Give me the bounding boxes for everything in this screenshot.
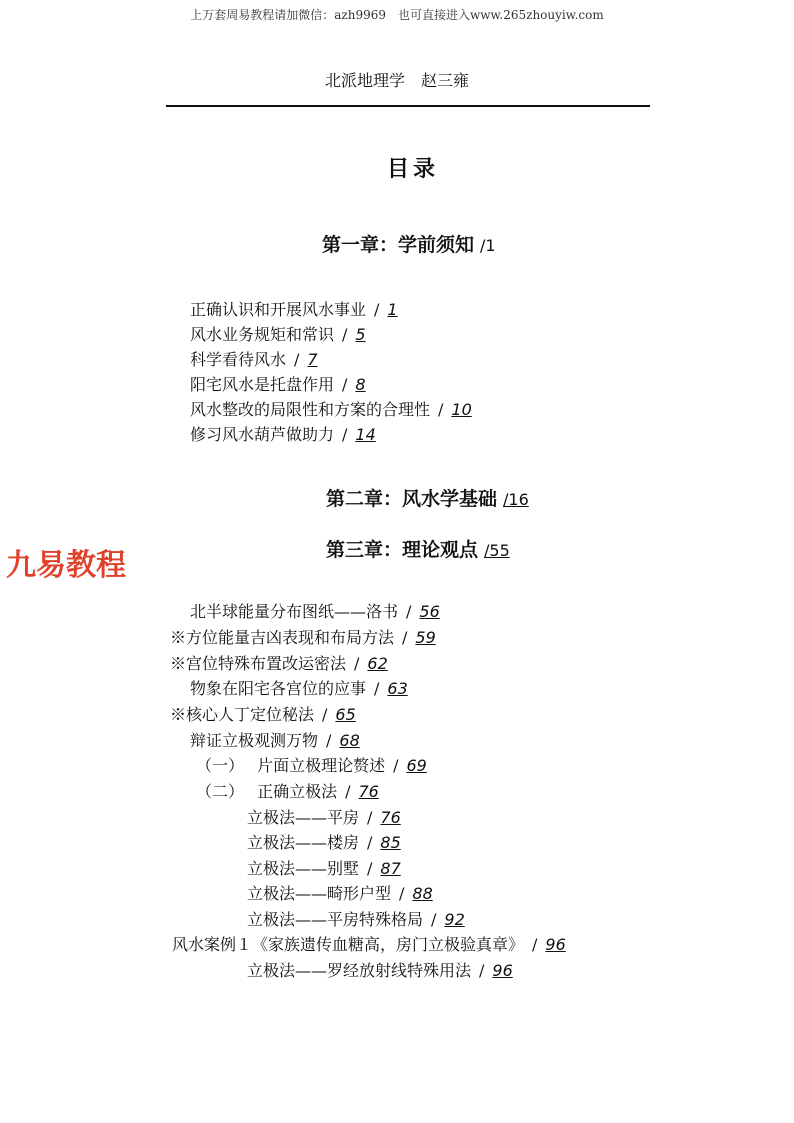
entry-separator: / bbox=[367, 833, 373, 852]
entry-separator: / bbox=[532, 935, 538, 954]
entry-separator: / bbox=[294, 350, 300, 369]
toc-entry[interactable] bbox=[170, 625, 436, 648]
entry-separator: / bbox=[393, 756, 399, 775]
entry-text: 立极法——罗经放射线特殊用法 bbox=[247, 961, 472, 980]
chapter-page: /16 bbox=[503, 490, 529, 509]
entry-page-link[interactable]: 1 bbox=[387, 300, 398, 319]
entry-separator: / bbox=[399, 884, 405, 903]
toc-entry[interactable] bbox=[170, 702, 356, 725]
entry-separator: / bbox=[345, 782, 351, 801]
entry-page-link[interactable]: 63 bbox=[387, 679, 408, 698]
toc-entry[interactable] bbox=[247, 881, 433, 904]
chapter-title: 第一章：学前须知 bbox=[322, 234, 475, 256]
entry-page-link[interactable]: 10 bbox=[451, 400, 472, 419]
entry-text: （二） 正确立极法 bbox=[196, 782, 338, 801]
entry-text: 北半球能量分布图纸——洛书 bbox=[190, 602, 399, 621]
entry-text: 立极法——楼房 bbox=[247, 833, 360, 852]
entry-text: 风水业务规矩和常识 bbox=[190, 325, 335, 344]
entry-separator: / bbox=[406, 602, 412, 621]
chapter-1-heading bbox=[322, 230, 496, 257]
entry-separator: / bbox=[402, 628, 408, 647]
chapter-title: 第三章：理论观点 bbox=[326, 539, 479, 561]
entry-text: 科学看待风水 bbox=[190, 350, 287, 369]
chapter-page: /55 bbox=[484, 541, 510, 560]
entry-page-link[interactable]: 68 bbox=[339, 731, 360, 750]
entry-text: ※核心人丁定位秘法 bbox=[170, 705, 315, 724]
entry-separator: / bbox=[374, 300, 380, 319]
entry-separator: / bbox=[374, 679, 380, 698]
entry-page-link[interactable]: 8 bbox=[355, 375, 366, 394]
toc-entry[interactable] bbox=[190, 297, 398, 320]
entry-text: ※宫位特殊布置改运密法 bbox=[170, 654, 347, 673]
entry-page-link[interactable]: 59 bbox=[415, 628, 436, 647]
entry-separator: / bbox=[342, 425, 348, 444]
entry-text: 立极法——别墅 bbox=[247, 859, 360, 878]
entry-page-link[interactable]: 85 bbox=[380, 833, 401, 852]
entry-page-link[interactable]: 62 bbox=[367, 654, 388, 673]
toc-entry[interactable] bbox=[247, 856, 401, 879]
toc-entry[interactable] bbox=[190, 397, 472, 420]
entry-page-link[interactable]: 76 bbox=[380, 808, 401, 827]
entry-separator: / bbox=[479, 961, 485, 980]
toc-entry[interactable] bbox=[170, 651, 388, 674]
entry-text: 立极法——平房特殊格局 bbox=[247, 910, 424, 929]
entry-text: 修习风水葫芦做助力 bbox=[190, 425, 335, 444]
toc-entry[interactable] bbox=[247, 907, 465, 930]
chapter-title: 第二章：风水学基础 bbox=[326, 488, 498, 510]
entry-page-link[interactable]: 96 bbox=[545, 935, 566, 954]
toc-entry[interactable] bbox=[190, 728, 360, 751]
entry-text: 风水案例１《家族遗传血糖高，房门立极验真章》 bbox=[172, 935, 525, 954]
entry-separator: / bbox=[367, 859, 373, 878]
toc-entry[interactable] bbox=[196, 779, 379, 802]
entry-separator: / bbox=[438, 400, 444, 419]
entry-text: 风水整改的局限性和方案的合理性 bbox=[190, 400, 431, 419]
toc-entry[interactable] bbox=[190, 422, 376, 445]
toc-entry[interactable] bbox=[247, 830, 401, 853]
chapter-3-heading bbox=[326, 535, 510, 562]
entry-text: ※方位能量吉凶表现和布局方法 bbox=[170, 628, 395, 647]
entry-separator: / bbox=[326, 731, 332, 750]
toc-entry[interactable] bbox=[190, 676, 408, 699]
entry-page-link[interactable]: 56 bbox=[419, 602, 440, 621]
entry-page-link[interactable]: 87 bbox=[380, 859, 401, 878]
entry-page-link[interactable]: 5 bbox=[355, 325, 366, 344]
toc-title: 目录 bbox=[386, 156, 439, 182]
entry-text: 立极法——平房 bbox=[247, 808, 360, 827]
toc-entry[interactable] bbox=[190, 347, 318, 370]
entry-page-link[interactable]: 69 bbox=[406, 756, 427, 775]
entry-page-link[interactable]: 96 bbox=[492, 961, 513, 980]
entry-page-link[interactable]: 92 bbox=[444, 910, 465, 929]
toc-entry[interactable] bbox=[190, 599, 440, 622]
running-header: 北派地理学 赵三雍 bbox=[324, 71, 469, 90]
watermark-logo: 九易教程 bbox=[6, 548, 126, 583]
entry-separator: / bbox=[342, 325, 348, 344]
entry-page-link[interactable]: 65 bbox=[335, 705, 356, 724]
chapter-2-heading bbox=[326, 484, 529, 511]
entry-page-link[interactable]: 14 bbox=[355, 425, 376, 444]
entry-separator: / bbox=[354, 654, 360, 673]
entry-page-link[interactable]: 76 bbox=[358, 782, 379, 801]
header-rule bbox=[166, 105, 650, 107]
toc-entry[interactable] bbox=[190, 372, 366, 395]
top-banner: 上万套周易教程请加微信：azh9969 也可直接进入www.265zhouyiw.com bbox=[190, 8, 604, 22]
entry-text: （一） 片面立极理论赘述 bbox=[196, 756, 386, 775]
entry-separator: / bbox=[431, 910, 437, 929]
entry-text: 正确认识和开展风水事业 bbox=[190, 300, 367, 319]
entry-separator: / bbox=[367, 808, 373, 827]
entry-text: 物象在阳宅各宫位的应事 bbox=[190, 679, 367, 698]
chapter-page: /1 bbox=[480, 236, 496, 255]
entry-text: 辩证立极观测万物 bbox=[190, 731, 319, 750]
toc-entry[interactable] bbox=[247, 805, 401, 828]
entry-separator: / bbox=[342, 375, 348, 394]
toc-entry[interactable] bbox=[190, 322, 366, 345]
toc-entry[interactable] bbox=[196, 753, 427, 776]
entry-separator: / bbox=[322, 705, 328, 724]
entry-text: 阳宅风水是托盘作用 bbox=[190, 375, 335, 394]
toc-entry[interactable] bbox=[247, 958, 513, 981]
entry-page-link[interactable]: 88 bbox=[412, 884, 433, 903]
entry-page-link[interactable]: 7 bbox=[307, 350, 318, 369]
entry-text: 立极法——畸形户型 bbox=[247, 884, 392, 903]
toc-entry[interactable] bbox=[172, 932, 566, 955]
